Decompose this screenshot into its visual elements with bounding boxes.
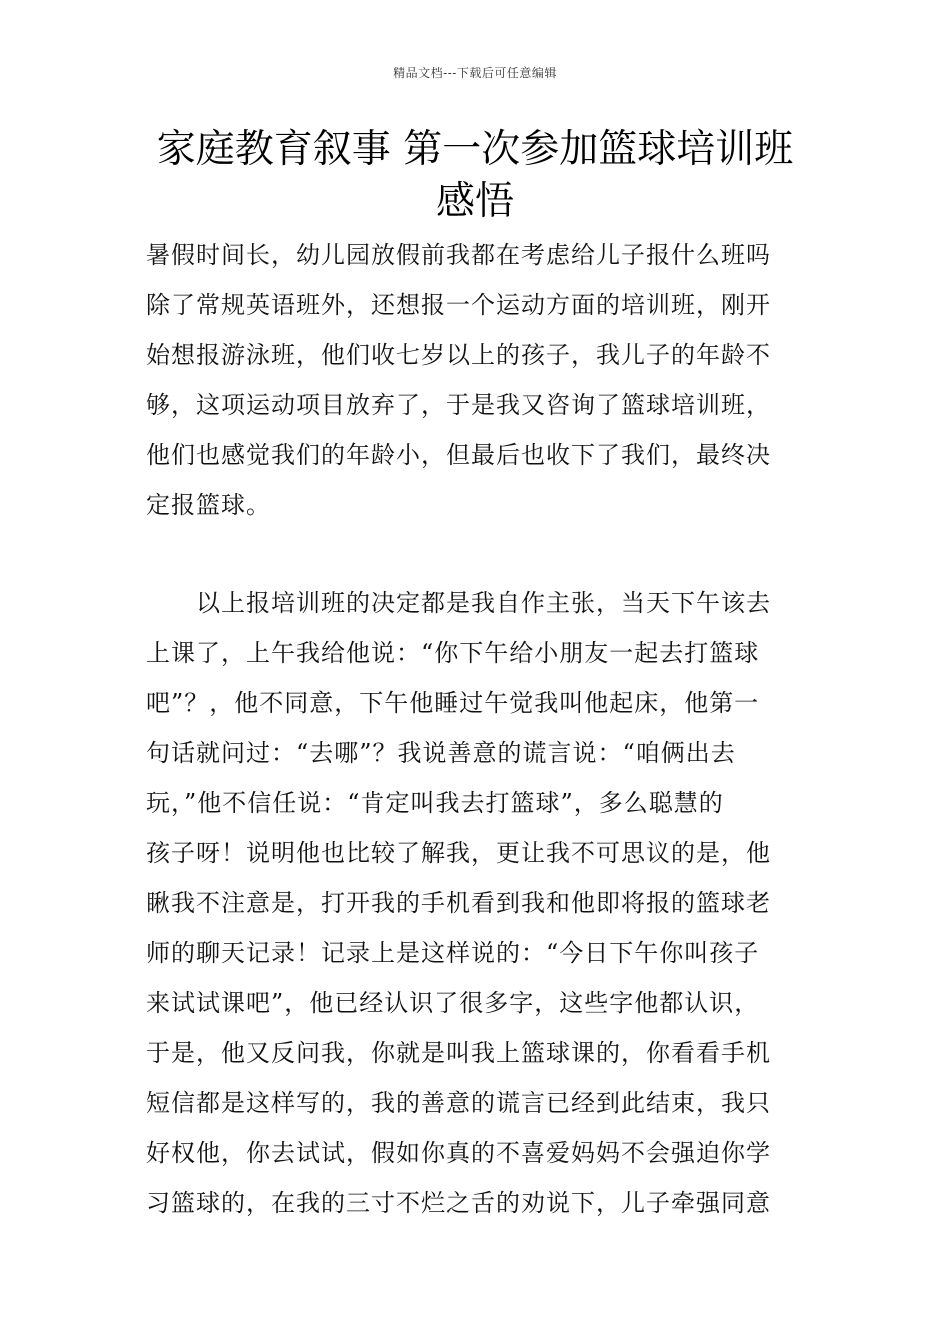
paragraph-line: 始想报游泳班，他们收七岁以上的孩子，我儿子的年龄不 bbox=[146, 341, 771, 369]
paragraph-line: 除了常规英语班外，还想报一个运动方面的培训班，刚开 bbox=[146, 291, 771, 319]
paragraph-line: 玩，”他不信任说：“肯定叫我去打篮球”，多么聪慧的 bbox=[146, 789, 724, 817]
paragraph-line: 孩子呀！说明他也比较了解我，更让我不可思议的是，他 bbox=[146, 839, 771, 867]
paragraph-line: 好权他，你去试试，假如你真的不喜爱妈妈不会强迫你学 bbox=[146, 1139, 771, 1167]
paragraph-line: 师的聊天记录！记录上是这样说的：“今日下午你叫孩子 bbox=[146, 939, 760, 967]
paragraph-line: 于是，他又反问我，你就是叫我上篮球课的，你看看手机 bbox=[146, 1039, 771, 1067]
paragraph-line: 来试试课吧”，他已经认识了很多字，这些字他都认识， bbox=[146, 989, 760, 1017]
paragraph-line: 短信都是这样写的，我的善意的谎言已经到此结束，我只 bbox=[146, 1089, 771, 1117]
paragraph-line: 他们也感觉我们的年龄小，但最后也收下了我们，最终决 bbox=[146, 441, 771, 469]
paragraph-line: 以上报培训班的决定都是我自作主张，当天下午该去 bbox=[146, 589, 771, 617]
title-line-1: 家庭教育叙事 第一次参加篮球培训班 bbox=[156, 127, 794, 172]
paragraph-line: 瞅我不注意是，打开我的手机看到我和他即将报的篮球老 bbox=[146, 889, 771, 917]
paragraph-line: 上课了，上午我给他说：“你下午给小朋友一起去打篮球 bbox=[146, 639, 760, 667]
paragraph-line: 定报篮球。 bbox=[146, 491, 271, 519]
paragraph-line: 够，这项运动项目放弃了，于是我又咨询了篮球培训班， bbox=[146, 391, 771, 419]
paragraph-line: 习篮球的，在我的三寸不烂之舌的劝说下，儿子牵强同意 bbox=[146, 1189, 771, 1217]
title-line-2: 感悟 bbox=[435, 179, 514, 224]
paragraph-2 bbox=[146, 578, 810, 1228]
paragraph-line: 暑假时间长，幼儿园放假前我都在考虑给儿子报什么班吗 bbox=[146, 241, 771, 269]
paragraph-line: 句话就问过：“去哪”？我说善意的谎言说：“咱俩出去 bbox=[146, 739, 736, 767]
paragraph-1 bbox=[146, 230, 810, 530]
document-title bbox=[100, 124, 850, 228]
paragraph-line: 吧”？，他不同意，下午他睡过午觉我叫他起床，他第一 bbox=[146, 689, 760, 717]
document-header-note: 精品文档---下载后可任意编辑 bbox=[393, 66, 557, 80]
